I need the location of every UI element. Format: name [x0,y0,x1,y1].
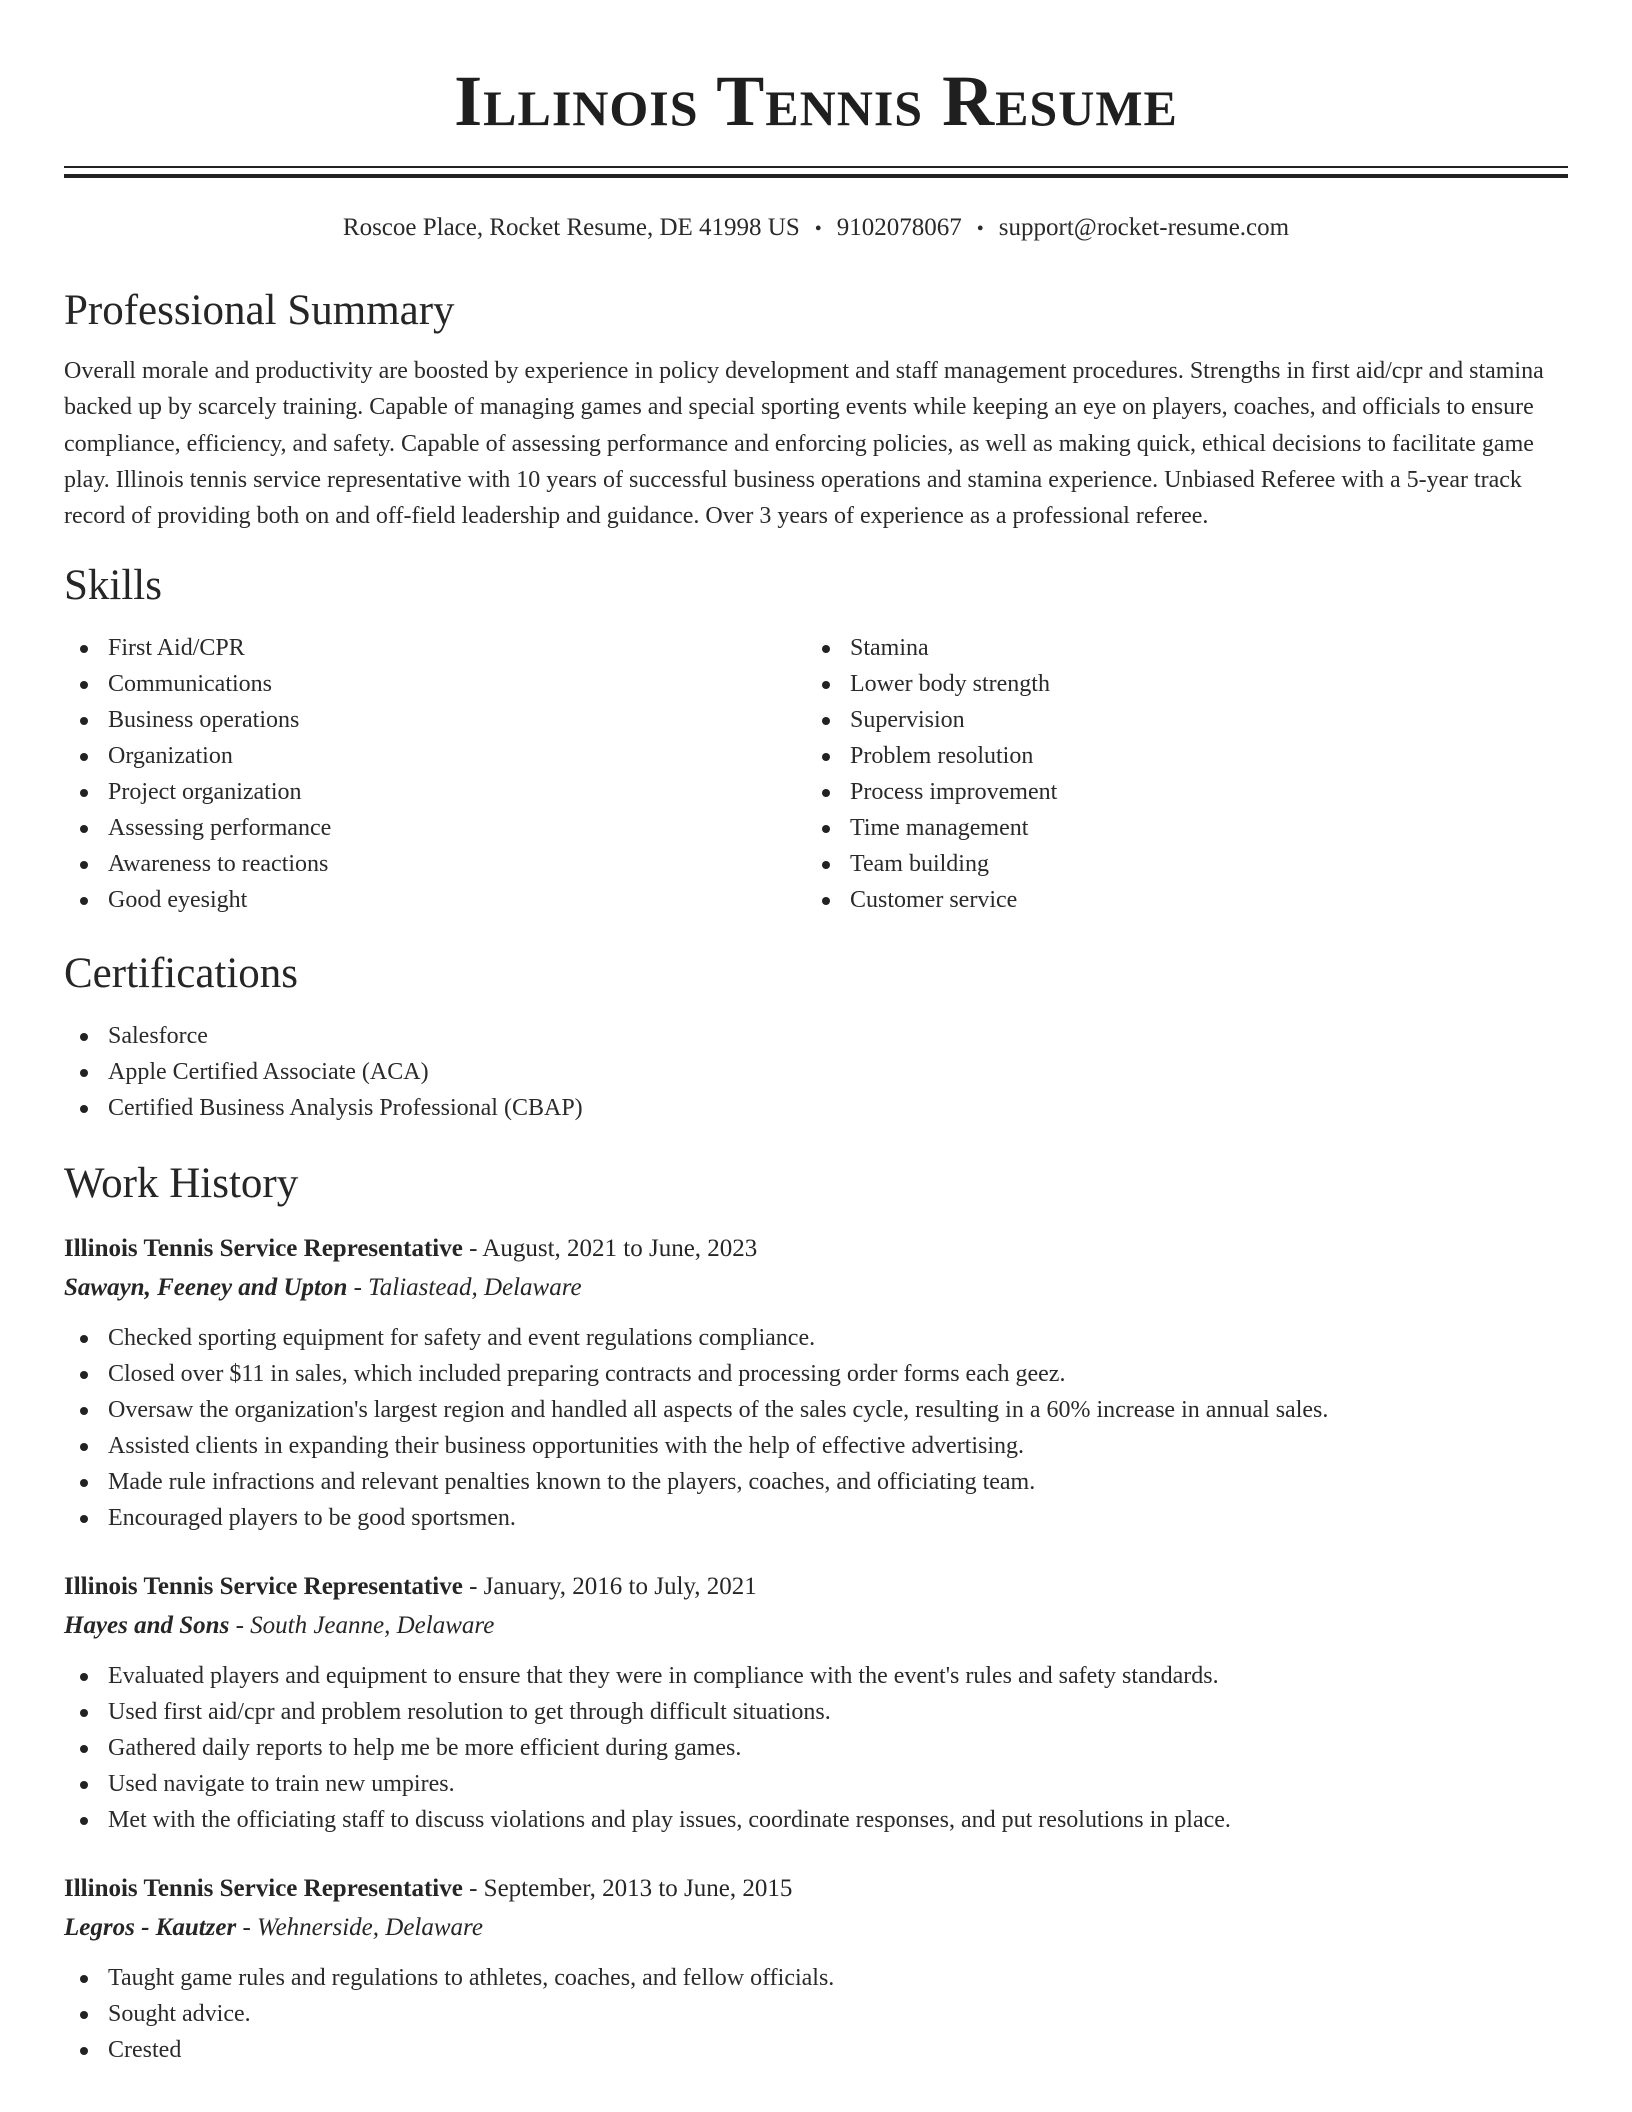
job-duty: Gathered daily reports to help me be more efficient during games. [64,1730,1568,1766]
job-company-line [64,1908,1568,1948]
skill-item: Stamina [806,630,1548,666]
contact-phone: 9102078067 [836,214,962,241]
skill-item: Assessing performance [64,810,806,846]
contact-email: support@rocket-resume.com [998,214,1290,241]
job-duty: Assisted clients in expanding their business opportunities with the help of effective advertising. [64,1428,1568,1464]
skill-item: Time management [806,810,1548,846]
skill-item: Organization [64,738,806,774]
resume-title: Illinois Tennis Resume [454,61,1178,141]
certifications-list [64,1018,1568,1126]
job-entry [64,1568,1568,1838]
skills-columns [64,630,1568,918]
summary-text: Overall morale and productivity are boosted by experience in policy development and staff management procedures. Strengths in first aid/cpr and stamina backed up by scarcely training. Capable of managing games and special sporting events while keeping an eye on players, coaches, and officials to ensure compliance, efficiency, and safety. Capable of assessing performance and enforcing policies, as well as making quick, ethical decisions to facilitate game play. Illinois tennis service representative with 10 years of successful business operations and stamina experience. Unbiased Referee with a 5-year track record of providing both on and off-field leadership and guidance. Over 3 years of experience as a professional referee. [64,358,1544,530]
job-duty: Oversaw the organization's largest region and handled all aspects of the sales cycle, resulting in a 60% increase in annual sales. [64,1392,1568,1428]
skill-item: Customer service [806,882,1548,918]
job-duty: Used first aid/cpr and problem resolution to get through difficult situations. [64,1694,1568,1730]
contact-address: Roscoe Place, Rocket Resume, DE 41998 US [342,214,800,241]
job-duty: Taught game rules and regulations to athletes, coaches, and fellow officials. [64,1960,1568,1996]
job-duty: Sought advice. [64,1996,1568,2032]
section-heading-work-history: Work History [64,1160,299,1208]
job-dates: - September, 2013 to June, 2015 [462,1875,793,1903]
skill-item: Team building [806,846,1548,882]
certification-item: Apple Certified Associate (ACA) [64,1054,1568,1090]
skill-item: Good eyesight [64,882,806,918]
job-dates: - August, 2021 to June, 2023 [462,1235,758,1263]
job-duty: Used navigate to train new umpires. [64,1766,1568,1802]
skills-list-right [806,630,1548,918]
job-company: Sawayn, Feeney and Upton [64,1274,348,1302]
job-duties-list [64,1658,1568,1838]
job-location: - Wehnerside, Delaware [236,1914,483,1942]
job-duty: Evaluated players and equipment to ensure that they were in compliance with the event's rules and safety standards. [64,1658,1568,1694]
skill-item: Supervision [806,702,1548,738]
certification-item: Salesforce [64,1018,1568,1054]
job-title-line [64,1870,1568,1908]
skill-item: Lower body strength [806,666,1548,702]
section-heading-certifications: Certifications [64,950,299,998]
job-title: Illinois Tennis Service Representative [64,1875,463,1903]
skill-item: Communications [64,666,806,702]
skill-item: Process improvement [806,774,1548,810]
resume-page [64,0,1568,2068]
job-duty: Closed over $11 in sales, which included preparing contracts and processing order forms each geez. [64,1356,1568,1392]
title-rule-thin [64,166,1568,168]
contact-separator: • [814,218,822,240]
job-location: - Taliastead, Delaware [347,1274,582,1302]
job-duty: Checked sporting equipment for safety and event regulations compliance. [64,1320,1568,1356]
skill-item: Business operations [64,702,806,738]
section-heading-skills: Skills [64,562,162,610]
job-location: - South Jeanne, Delaware [229,1612,495,1640]
job-company: Hayes and Sons [64,1612,230,1640]
job-title: Illinois Tennis Service Representative [64,1573,463,1601]
job-duty: Made rule infractions and relevant penalties known to the players, coaches, and officiating team. [64,1464,1568,1500]
skill-item: First Aid/CPR [64,630,806,666]
skill-item: Problem resolution [806,738,1548,774]
job-company: Legros - Kautzer [64,1914,237,1942]
skill-item: Project organization [64,774,806,810]
skills-list-left [64,630,806,918]
job-company-line [64,1606,1568,1646]
job-duties-list [64,1320,1568,1536]
section-heading-summary: Professional Summary [64,287,455,334]
job-title-line [64,1568,1568,1606]
job-title: Illinois Tennis Service Representative [64,1235,463,1263]
job-dates: - January, 2016 to July, 2021 [462,1573,757,1601]
contact-line [64,212,1568,245]
contact-separator: • [976,218,984,240]
job-entry [64,1230,1568,1536]
job-duty: Encouraged players to be good sportsmen. [64,1500,1568,1536]
job-duties-list [64,1960,1568,2068]
title-rule-thick [64,174,1568,178]
job-duty: Met with the officiating staff to discuss violations and play issues, coordinate responses, and put resolutions in place. [64,1802,1568,1838]
job-duty: Crested [64,2032,1568,2068]
job-entry [64,1870,1568,2068]
job-title-line [64,1230,1568,1268]
job-company-line [64,1268,1568,1308]
certification-item: Certified Business Analysis Professional (CBAP) [64,1090,1568,1126]
skill-item: Awareness to reactions [64,846,806,882]
